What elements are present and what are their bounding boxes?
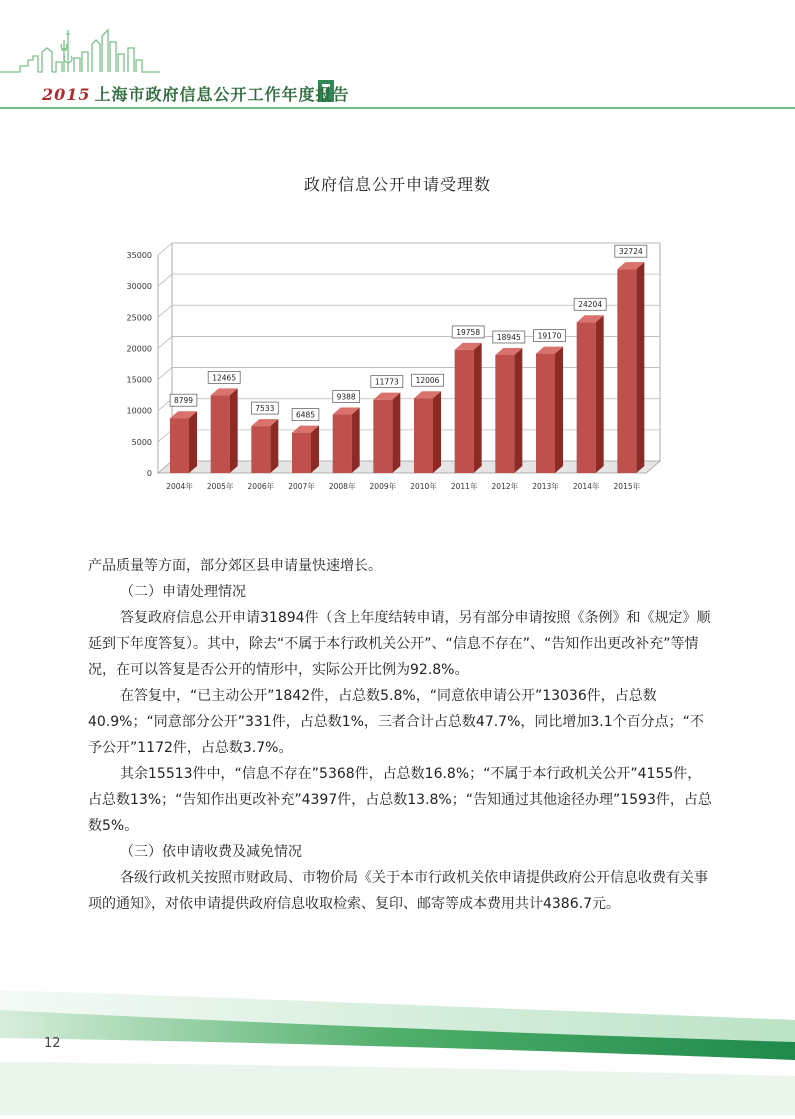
y-tick-label: 10000	[126, 406, 152, 416]
header-title	[42, 82, 350, 105]
data-label: 7533	[255, 404, 275, 414]
y-tick-label: 20000	[126, 344, 152, 354]
data-label: 8799	[173, 396, 194, 406]
data-label: 24204	[578, 300, 603, 310]
x-tick-label: 2015年	[613, 482, 641, 491]
bar	[495, 348, 522, 473]
gridline	[158, 243, 660, 255]
paragraph-replies: 答复政府信息公开申请31894件（含上年度结转申请，另有部分申请按照《条例》和《规定》顺延到下年度答复）。其中，除去“不属于本行政机关公开”、“信息不存在”、“告知作出更改补充”等情况，在可以答复是否公开的情形中，实际公开比例为92.8%。	[88, 610, 711, 678]
page-footer	[0, 980, 795, 1115]
bar-side	[270, 419, 278, 473]
x-tick-label: 2009年	[369, 482, 397, 491]
bar	[211, 388, 238, 473]
y-tick-label: 5000	[131, 437, 152, 447]
bar-side	[311, 426, 319, 473]
bar-front	[455, 350, 474, 473]
x-tick-label: 2012年	[491, 482, 519, 491]
bar-side	[230, 388, 238, 473]
y-tick-label: 30000	[126, 282, 152, 292]
header-year: 2015	[42, 85, 91, 104]
x-tick-label: 2013年	[532, 482, 559, 491]
bar-front	[536, 354, 555, 473]
bar-front	[211, 395, 230, 473]
paragraph-continued: 产品质量等方面，部分郊区县申请量快速增长。	[88, 558, 382, 574]
bar-side	[352, 408, 360, 473]
bar	[373, 393, 400, 473]
bar-front	[333, 415, 352, 473]
data-label: 32724	[618, 247, 643, 257]
x-tick-label: 2011年	[450, 482, 478, 491]
footer-wave-decoration	[0, 980, 795, 1115]
header-report-name: 上海市政府信息公开工作年度报告	[94, 85, 350, 104]
bar	[577, 315, 604, 473]
section-heading-application-handling: （二）申请处理情况	[120, 584, 246, 600]
bar	[251, 419, 278, 473]
x-tick-label: 2010年	[410, 482, 437, 491]
bar-front	[414, 398, 433, 473]
y-tick-label: 25000	[126, 313, 152, 323]
chart-title: 政府信息公开申请受理数	[303, 175, 491, 194]
y-tick-label: 0	[146, 469, 152, 478]
bar-side	[555, 347, 563, 473]
x-tick-label: 2004年	[166, 482, 193, 491]
bar	[536, 347, 563, 473]
data-label: 19170	[537, 331, 562, 341]
y-tick-label: 35000	[126, 251, 152, 260]
bar-side	[433, 391, 441, 473]
x-tick-label: 2007年	[288, 482, 315, 491]
data-label: 6485	[295, 410, 316, 420]
data-label: 18945	[496, 332, 521, 342]
bar-side	[514, 348, 522, 473]
bar-side	[596, 315, 604, 473]
gridline	[158, 274, 660, 286]
bar-front	[292, 433, 311, 473]
y-tick-label: 15000	[126, 375, 152, 385]
page-header	[0, 0, 795, 115]
data-label: 11773	[374, 377, 399, 387]
bar-front	[170, 418, 189, 473]
bar	[333, 408, 360, 473]
bar	[292, 426, 319, 473]
data-label: 12006	[415, 376, 440, 386]
bar	[617, 262, 644, 473]
bar	[455, 343, 482, 473]
data-label: 12465	[212, 373, 237, 383]
paragraph-remaining: 其余15513件中，“信息不存在”5368件，占总数16.8%；“不属于本行政机关公开”4155件，占总数13%；“告知作出更改补充”4397件，占总数13.8%；“告知通过其他途径办理”1593件，占总数5%。	[88, 766, 712, 834]
data-label: 9388	[336, 392, 356, 402]
x-tick-label: 2014年	[572, 482, 600, 491]
section-heading-fees: （三）依申请收费及减免情况	[120, 844, 302, 860]
x-tick-label: 2006年	[247, 482, 275, 491]
bar-front	[617, 269, 636, 473]
bar-front	[577, 322, 596, 473]
bar-side	[189, 411, 197, 473]
bar-chart	[100, 225, 690, 500]
bar	[170, 411, 197, 473]
bar-front	[251, 426, 270, 473]
bar-front	[373, 400, 392, 473]
bar-side	[636, 262, 644, 473]
bar	[414, 391, 441, 473]
x-tick-label: 2005年	[206, 482, 234, 491]
paragraph-reply-breakdown: 在答复中，“已主动公开”1842件，占总数5.8%，“同意依申请公开”13036件，占总数40.9%；“同意部分公开”331件，占总数1%，三者合计占总数47.7%，同比增加3.1个百分点；“不予公开”1172件，占总数3.7%。	[88, 688, 704, 756]
bar-side	[474, 343, 482, 473]
bar-side	[392, 393, 400, 473]
data-label: 19758	[456, 327, 481, 337]
page-number: 12	[44, 1036, 61, 1051]
x-tick-label: 2008年	[328, 482, 356, 491]
bar-front	[495, 355, 514, 473]
body-text	[88, 553, 712, 917]
paragraph-fees: 各级行政机关按照市财政局、市物价局《关于本市行政机关依申请提供政府公开信息收费有关事项的通知》，对依申请提供政府信息收取检索、复印、邮寄等成本费用共计4386.7元。	[88, 870, 708, 912]
